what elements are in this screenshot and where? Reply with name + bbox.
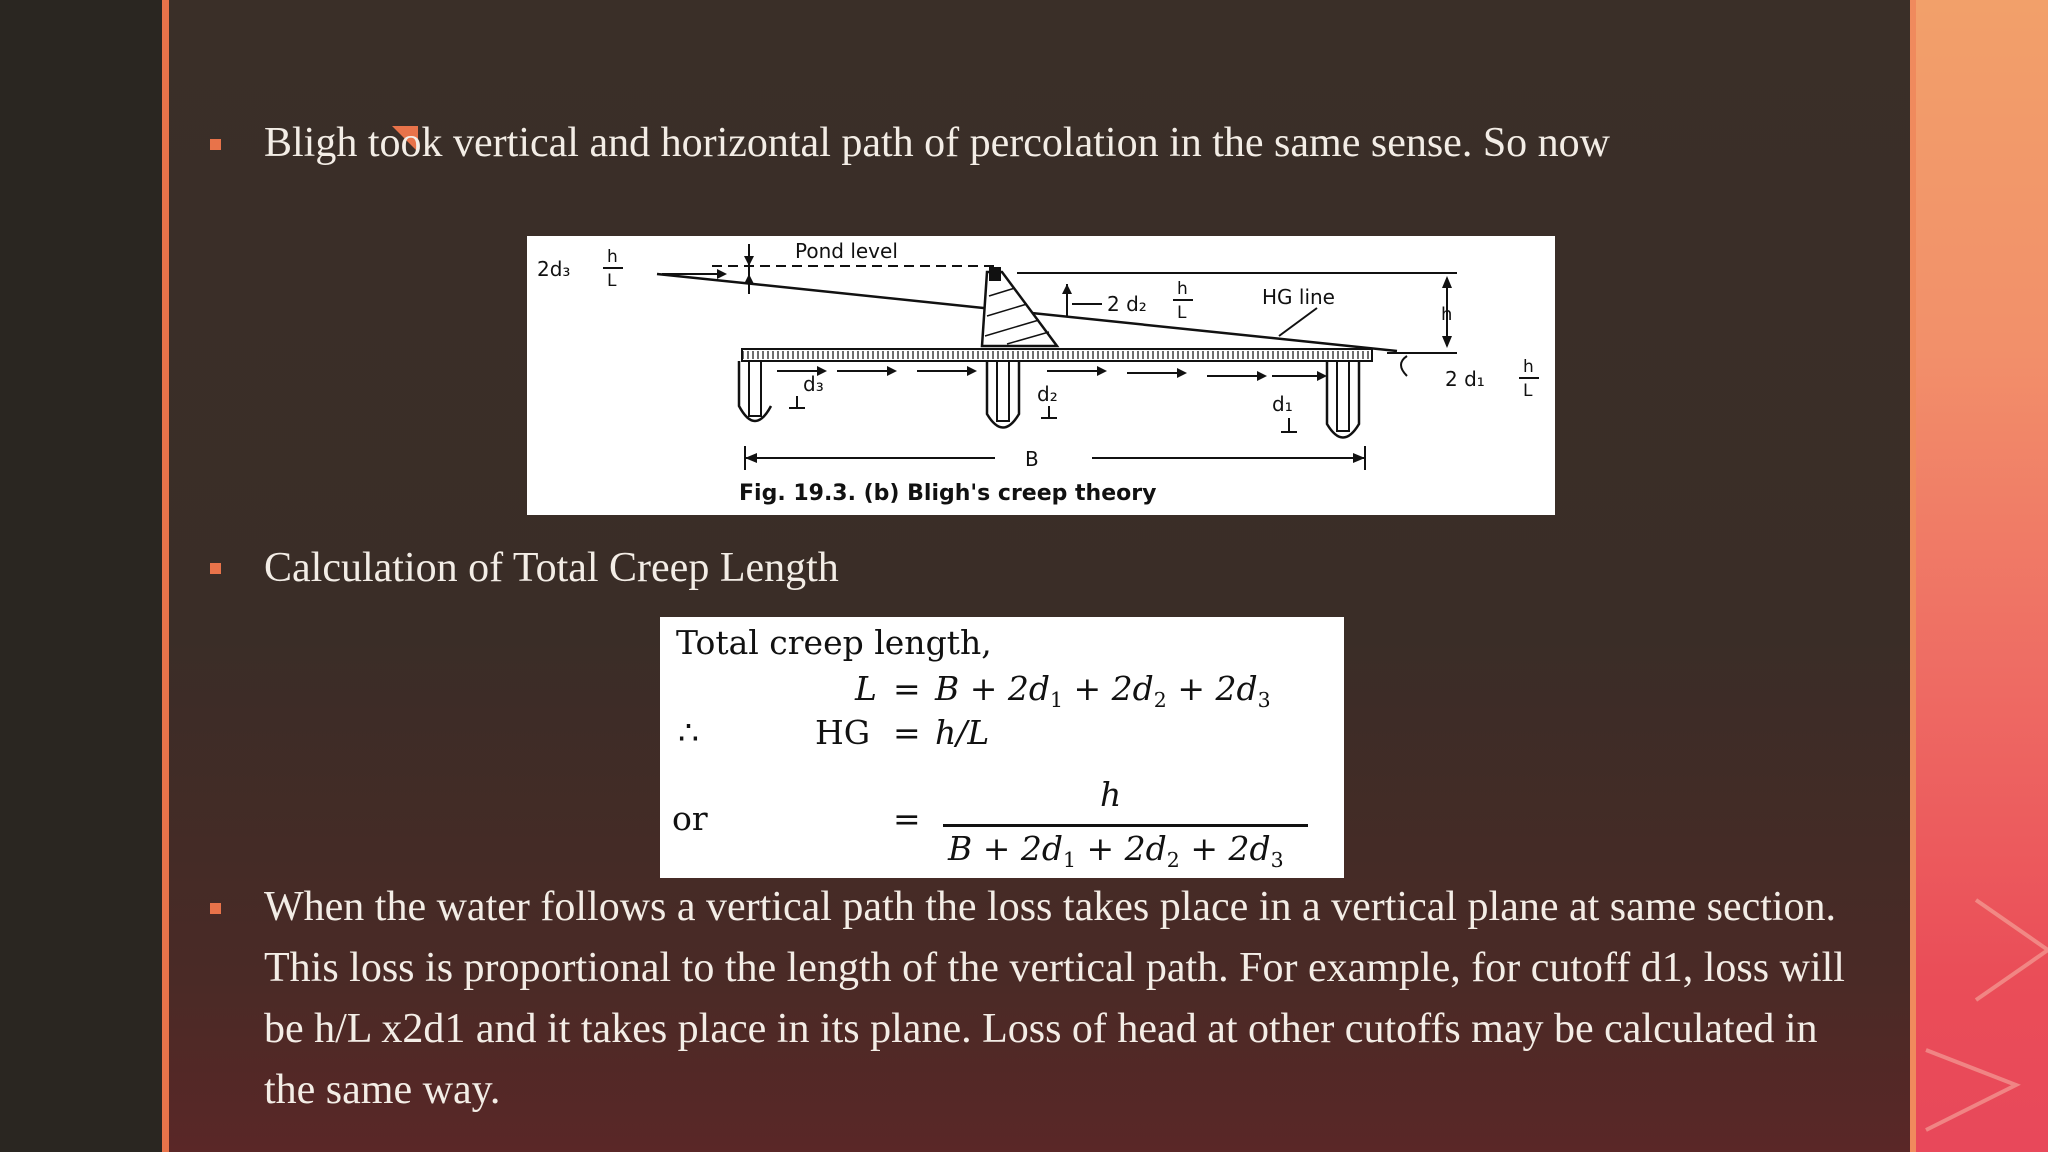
formula-or: or — [672, 799, 708, 838]
chevron-decoration-icon — [1916, 1030, 2048, 1152]
bullet-marker — [210, 563, 221, 574]
label-B: B — [1025, 447, 1039, 471]
therefore-symbol: ∴ — [678, 713, 699, 752]
bullet-text-3: When the water follows a vertical path the loss takes place in a vertical plane at same section. This loss is proportional to the length of the vertical path. For example, for cutoff d1, loss will be h/L x2d1 and it takes place in its plane. Loss of head at other cutoffs may be calculated in the same way. — [264, 884, 1845, 1113]
cutoff-d2 — [997, 361, 1009, 421]
formula-L-lhs: L — [855, 669, 877, 708]
formula-hg-lhs: HG — [815, 713, 871, 752]
label-d1: d₁ — [1272, 392, 1293, 416]
label-2d1: 2 d₁ — [1445, 367, 1485, 391]
formula-numerator: h — [1100, 775, 1122, 814]
weir-body — [982, 272, 1057, 346]
creep-diagram — [527, 236, 1555, 515]
figure-caption: Fig. 19.3. (b) Bligh's creep theory — [739, 481, 1157, 506]
cutoff-d3 — [749, 361, 761, 416]
svg-text:h: h — [1177, 279, 1188, 299]
creep-length-formula: Total creep length, L = $B + 2d_1 + 2d_2 + 2d_3$ ∴ HG = h/L or = h $B + 2d_1 + 2d_2 + 2d_3$ — [660, 617, 1344, 878]
bullet-text-1: Bligh took vertical and horizontal path of percolation in the same sense. So now — [264, 120, 1611, 166]
label-2d3: 2d₃ — [537, 257, 571, 281]
label-h: h — [1441, 304, 1453, 325]
formula-L-rhs: $B + 2d_1 + 2d_2 + 2d_3$ — [935, 669, 1271, 713]
svg-text:L: L — [1523, 381, 1533, 401]
bullet-text-2: Calculation of Total Creep Length — [264, 545, 839, 591]
formula-hg-rhs: h/L — [935, 713, 990, 752]
svg-text:L: L — [1177, 303, 1187, 323]
pond-level-label: Pond level — [795, 239, 898, 263]
svg-text:h: h — [607, 247, 618, 267]
svg-text:L: L — [607, 271, 617, 291]
left-accent-line — [162, 0, 169, 1152]
left-band — [0, 0, 162, 1152]
hg-line-label: HG line — [1262, 285, 1335, 309]
svg-text:h: h — [1523, 357, 1534, 377]
label-d2: d₂ — [1037, 382, 1058, 406]
right-decoration — [1916, 0, 2048, 1152]
bullet-marker — [210, 903, 221, 914]
fraction-bar — [943, 824, 1308, 827]
cutoff-d1 — [1337, 361, 1349, 431]
label-d3: d₃ — [803, 372, 824, 396]
bligh-creep-figure — [527, 236, 1555, 515]
formula-denominator: $B + 2d_1 + 2d_2 + 2d_3$ — [948, 829, 1284, 873]
label-2d2: 2 d₂ — [1107, 292, 1147, 316]
formula-intro: Total creep length, — [676, 623, 992, 662]
bullet-marker — [210, 139, 221, 150]
